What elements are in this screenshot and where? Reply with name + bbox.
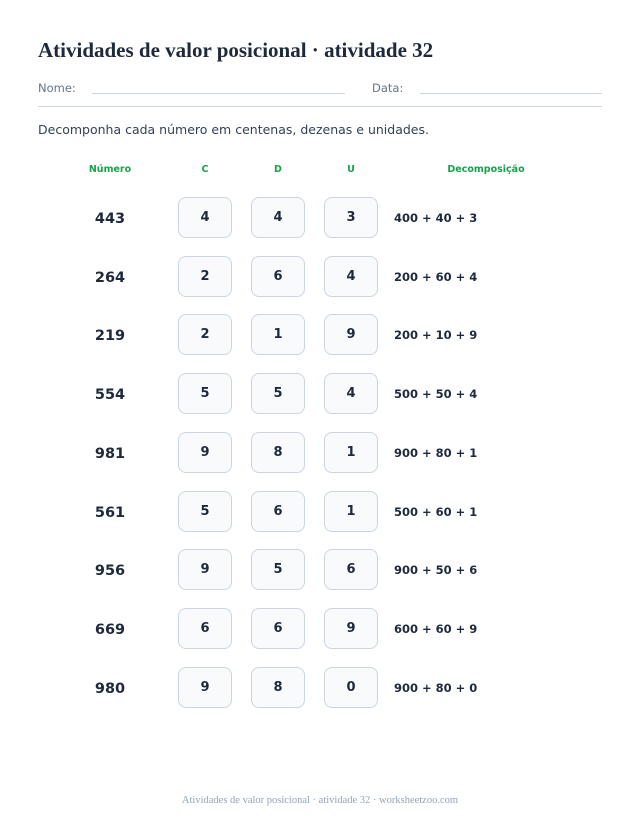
number-value: 956 — [94, 563, 126, 580]
decomposition-text: 200 + 10 + 9 — [394, 328, 478, 343]
number-value: 669 — [94, 621, 126, 638]
hundreds-box[interactable]: 5 — [178, 373, 232, 414]
hundreds-box[interactable]: 4 — [178, 197, 232, 238]
tens-box[interactable]: 8 — [251, 432, 305, 473]
tens-box[interactable]: 6 — [251, 608, 305, 649]
column-header-c: C — [201, 164, 209, 175]
date-label: Data: — [372, 81, 404, 95]
units-box[interactable]: 0 — [324, 667, 378, 708]
footer: Atividades de valor posicional · atividade 32 · worksheetzoo.com — [181, 795, 459, 806]
decomposition-text: 400 + 40 + 3 — [394, 211, 478, 225]
exercise-row — [0, 608, 640, 652]
page-title: Atividades de valor posicional · atividade 32 — [38, 38, 434, 62]
units-box[interactable]: 9 — [324, 314, 378, 355]
number-value: 219 — [94, 328, 126, 345]
hundreds-box[interactable]: 9 — [178, 549, 232, 590]
hundreds-box[interactable]: 2 — [178, 256, 232, 297]
exercise-row — [0, 432, 640, 476]
column-header-u: U — [347, 164, 355, 175]
units-box[interactable]: 3 — [324, 197, 378, 238]
decomposition-text: 600 + 60 + 9 — [394, 621, 478, 636]
tens-box[interactable]: 4 — [251, 197, 305, 238]
number-value: 264 — [94, 269, 126, 286]
column-header-d: D — [274, 164, 282, 175]
hundreds-box[interactable]: 9 — [178, 667, 232, 708]
number-value: 554 — [94, 387, 126, 404]
exercise-row — [0, 667, 640, 711]
tens-box[interactable]: 8 — [251, 667, 305, 708]
number-value: 561 — [94, 504, 126, 521]
exercise-row — [0, 314, 640, 358]
number-value: 981 — [94, 445, 126, 462]
exercise-row — [0, 256, 640, 300]
exercise-row — [0, 549, 640, 593]
units-box[interactable]: 6 — [324, 549, 378, 590]
column-header-decomposition: Decomposição — [447, 164, 525, 175]
hundreds-box[interactable]: 2 — [178, 314, 232, 355]
hundreds-box[interactable]: 5 — [178, 491, 232, 532]
decomposition-text: 900 + 80 + 1 — [394, 445, 478, 460]
hundreds-box[interactable]: 6 — [178, 608, 232, 649]
decomposition-text: 500 + 50 + 4 — [394, 387, 478, 402]
instruction-text: Decomponha cada número em centenas, dezenas e unidades. — [38, 122, 429, 137]
decomposition-text: 200 + 60 + 4 — [394, 269, 478, 284]
units-box[interactable]: 1 — [324, 491, 378, 532]
header-divider — [38, 106, 602, 107]
decomposition-text: 900 + 80 + 0 — [394, 680, 478, 695]
number-value: 443 — [94, 211, 126, 227]
units-box[interactable]: 1 — [324, 432, 378, 473]
exercise-row — [0, 373, 640, 417]
decomposition-text: 900 + 50 + 6 — [394, 563, 478, 578]
name-field[interactable] — [92, 93, 345, 94]
name-label: Nome: — [38, 81, 76, 95]
tens-box[interactable]: 1 — [251, 314, 305, 355]
units-box[interactable]: 4 — [324, 256, 378, 297]
hundreds-box[interactable]: 9 — [178, 432, 232, 473]
exercise-row — [0, 491, 640, 535]
column-header-number: Número — [88, 164, 132, 175]
exercise-row — [0, 197, 640, 241]
number-value: 980 — [94, 680, 126, 697]
decomposition-text: 500 + 60 + 1 — [394, 504, 478, 519]
tens-box[interactable]: 6 — [251, 491, 305, 532]
units-box[interactable]: 4 — [324, 373, 378, 414]
tens-box[interactable]: 6 — [251, 256, 305, 297]
units-box[interactable]: 9 — [324, 608, 378, 649]
tens-box[interactable]: 5 — [251, 549, 305, 590]
date-field[interactable] — [420, 93, 602, 94]
tens-box[interactable]: 5 — [251, 373, 305, 414]
